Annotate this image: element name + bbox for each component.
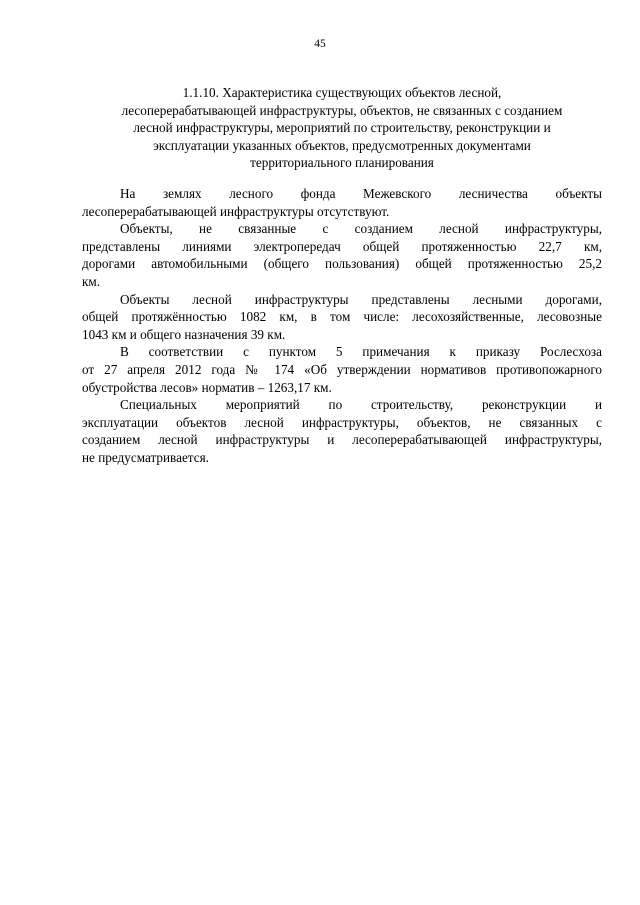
- paragraph-unrelated-objects: [82, 220, 602, 290]
- page-number: 45: [314, 38, 326, 50]
- heading-line: лесоперерабатывающей инфраструктуры, объектов, не связанных с созданием: [121, 102, 563, 118]
- paragraph-line: дорогами автомобильными (общего пользования) общей протяженностью 25,2: [82, 256, 602, 272]
- paragraph-line: эксплуатации объектов лесной инфраструктуры, объектов, не связанных с: [82, 414, 602, 430]
- heading-line: эксплуатации указанных объектов, предусмотренных документами: [153, 137, 531, 153]
- body-text: [82, 185, 602, 467]
- section-heading: [82, 84, 602, 172]
- paragraph-special-measures: [82, 396, 602, 466]
- paragraph-line: В соответствии с пунктом 5 примечания к приказу Рослесхоза: [120, 344, 602, 360]
- paragraph-line: км.: [82, 273, 101, 289]
- paragraph-line: лесоперерабатывающей инфраструктуры отсутствуют.: [82, 203, 390, 219]
- paragraph-line: от 27 апреля 2012 года № 174 «Об утверждении нормативов противопожарного: [82, 361, 602, 377]
- paragraph-fire-protection-norm: [82, 343, 602, 396]
- paragraph-line: представлены линиями электропередач общей протяженностью 22,7 км,: [82, 238, 602, 254]
- paragraph-processing-infrastructure: [82, 185, 602, 220]
- paragraph-line: обустройства лесов» норматив – 1263,17 км.: [82, 379, 332, 395]
- heading-line: лесной инфраструктуры, мероприятий по строительству, реконструкции и: [133, 120, 551, 136]
- paragraph-line: Объекты лесной инфраструктуры представлены лесными дорогами,: [120, 291, 602, 307]
- heading-line: 1.1.10. Характеристика существующих объектов лесной,: [182, 85, 502, 100]
- paragraph-line: общей протяжённостью 1082 км, в том числе: лесохозяйственные, лесовозные: [82, 309, 602, 325]
- paragraph-line: 1043 км и общего назначения 39 км.: [82, 326, 286, 342]
- paragraph-line: созданием лесной инфраструктуры и лесоперерабатывающей инфраструктуры,: [82, 432, 602, 448]
- paragraph-line: Специальных мероприятий по строительству, реконструкции и: [120, 397, 602, 413]
- paragraph-line: На землях лесного фонда Межевского лесничества объекты: [120, 186, 602, 201]
- paragraph-forest-roads: [82, 291, 602, 344]
- paragraph-line: не предусматривается.: [82, 449, 209, 465]
- heading-line: территориального планирования: [250, 155, 434, 171]
- paragraph-line: Объекты, не связанные с созданием лесной инфраструктуры,: [120, 221, 602, 237]
